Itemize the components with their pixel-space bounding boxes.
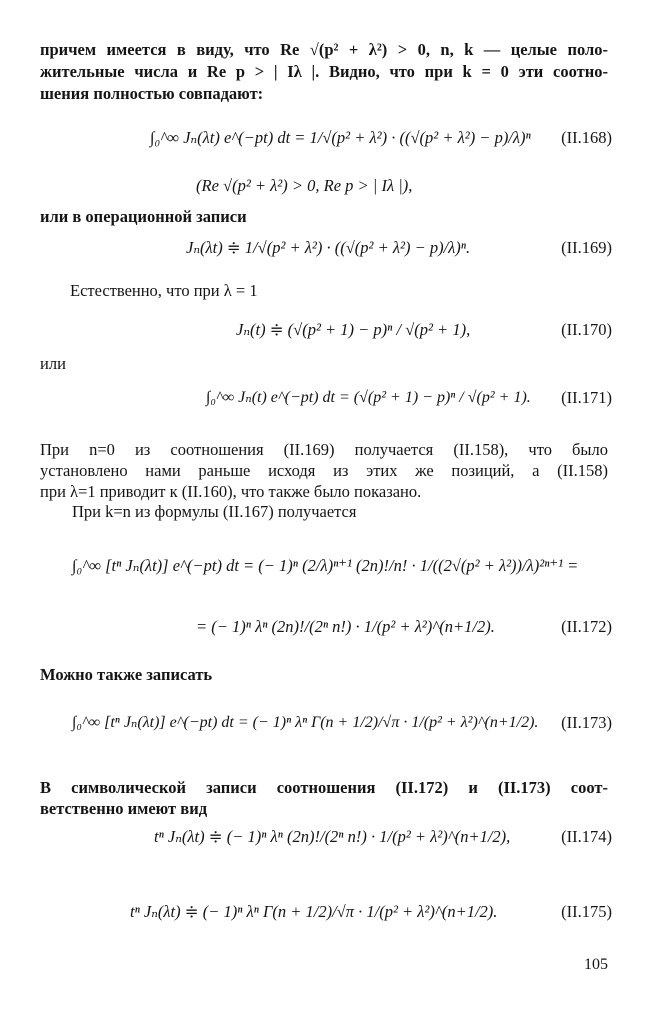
text-line-13: ветственно имеют вид [40, 799, 208, 818]
equation-168-conditions: (Re √(p² + λ²) > 0, Re p > | Iλ |), [196, 176, 413, 195]
equation-number-171: (II.171) [561, 388, 612, 407]
equation-number-170: (II.170) [561, 320, 612, 339]
text-line-9: при λ=1 приводит к (II.160), что также было показано. [40, 482, 422, 501]
text-line-6: или [40, 354, 66, 373]
equation-172: = (− 1)ⁿ λⁿ (2n)!/(2ⁿ n!) · 1/(p² + λ²)^(n+1/2). [196, 617, 495, 636]
text-line-8: установлено нами раньше исходя из этих же позиций, а (II.158) [40, 461, 608, 480]
text-line-7: При n=0 из соотношения (II.169) получается (II.158), что было [40, 440, 608, 459]
equation-169: Jₙ(λt) ≑ 1/√(p² + λ²) · ((√(p² + λ²) − p)/λ)ⁿ. [186, 238, 471, 257]
equation-170: Jₙ(t) ≑ (√(p² + 1) − p)ⁿ / √(p² + 1), [236, 320, 471, 339]
text-line-11: Можно также записать [40, 665, 213, 684]
equation-number-169: (II.169) [561, 238, 612, 257]
equation-168: ∫₀^∞ Jₙ(λt) e^(−pt) dt = 1/√(p² + λ²) · ((√(p² + λ²) − p)/λ)ⁿ [150, 128, 531, 147]
text-line-2: жительные числа и Re p > | Iλ |. Видно, что при k = 0 эти соотно- [40, 62, 608, 81]
equation-175: tⁿ Jₙ(λt) ≑ (− 1)ⁿ λⁿ Γ(n + 1/2)/√π · 1/(p² + λ²)^(n+1/2). [130, 902, 498, 921]
equation-173: ∫₀^∞ [tⁿ Jₙ(λt)] e^(−pt) dt = (− 1)ⁿ λⁿ Γ(n + 1/2)/√π · 1/(p² + λ²)^(n+1/2). [72, 714, 539, 731]
text-line-3: шения полностью совпадают: [40, 84, 264, 103]
text-line-12: В символической записи соотношения (II.172) и (II.173) соот- [40, 778, 608, 797]
page-number: 105 [584, 956, 608, 973]
equation-174: tⁿ Jₙ(λt) ≑ (− 1)ⁿ λⁿ (2n)!/(2ⁿ n!) · 1/(p² + λ²)^(n+1/2), [154, 827, 511, 846]
text-line-4: или в операционной записи [40, 207, 247, 226]
equation-number-174: (II.174) [561, 827, 612, 846]
text-line-10: При k=n из формулы (II.167) получается [72, 502, 357, 521]
equation-number-172: (II.172) [561, 617, 612, 636]
equation-number-175: (II.175) [561, 902, 612, 921]
text-line-5: Естественно, что при λ = 1 [70, 281, 258, 300]
equation-172-part-1: ∫₀^∞ [tⁿ Jₙ(λt)] e^(−pt) dt = (− 1)ⁿ (2/λ)ⁿ⁺¹ (2n)!/n! · 1/((2√(p² + λ²))/λ)²ⁿ⁺¹ = [72, 556, 579, 575]
equation-number-168: (II.168) [561, 128, 612, 147]
equation-number-173: (II.173) [561, 713, 612, 732]
text-line-1: причем имеется в виду, что Re √(p² + λ²) > 0, n, k — целые поло- [40, 40, 608, 59]
equation-171: ∫₀^∞ Jₙ(t) e^(−pt) dt = (√(p² + 1) − p)ⁿ / √(p² + 1). [206, 389, 531, 406]
